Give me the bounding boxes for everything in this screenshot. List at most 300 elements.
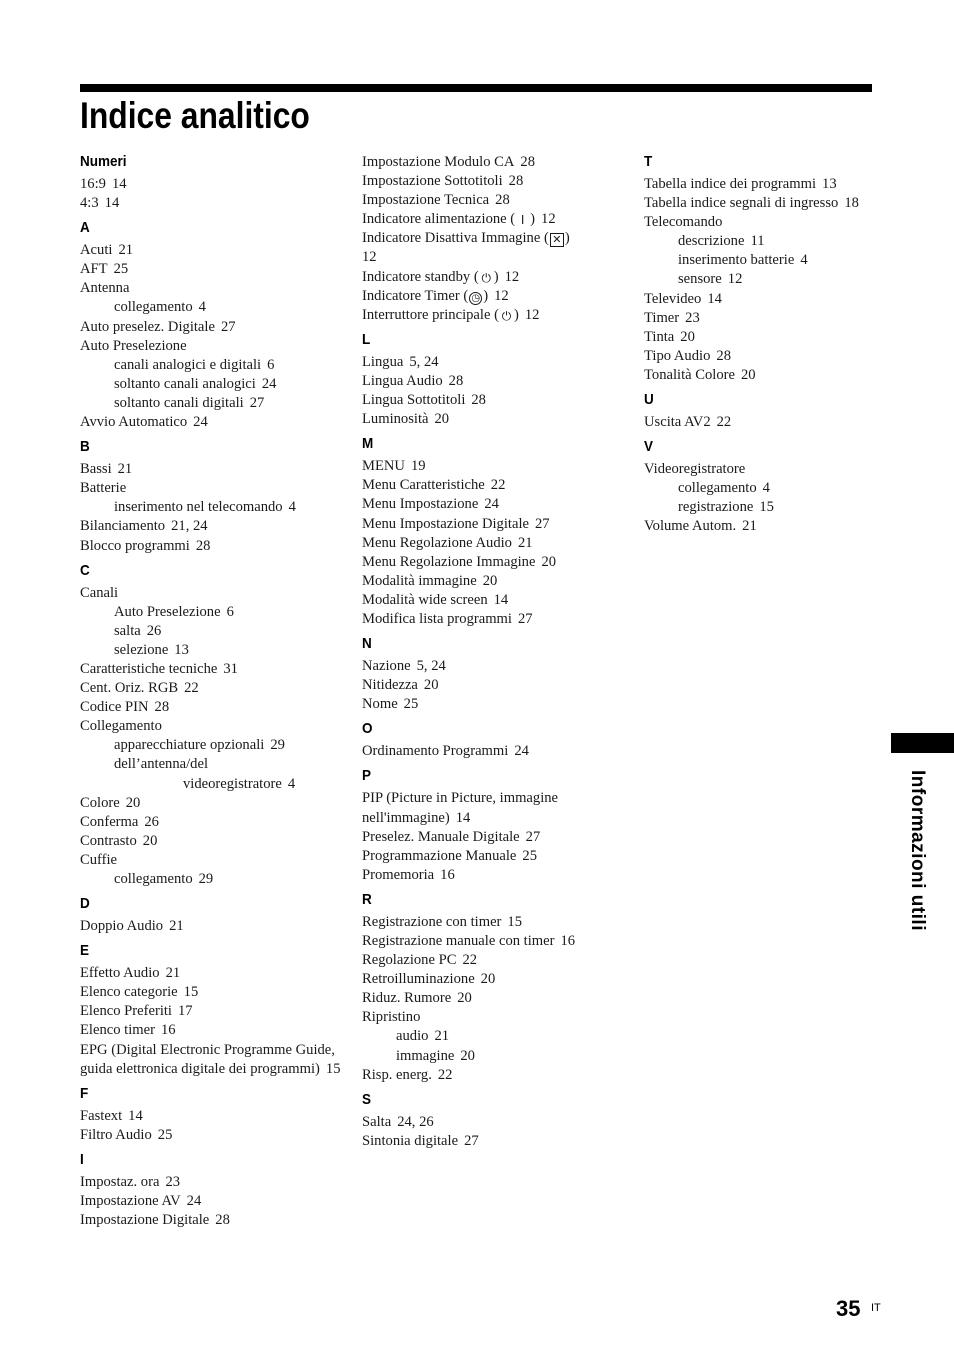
page-reference: 24	[186, 1193, 202, 1210]
page-reference: 12	[504, 268, 520, 285]
page-reference: 20	[434, 411, 450, 428]
page-reference: 27	[534, 515, 550, 532]
page-reference: 20	[680, 328, 695, 345]
index-term: Indicatore alimentazione (	[362, 211, 516, 228]
index-term: Telecomando	[644, 214, 723, 231]
page-reference: 14	[104, 195, 120, 212]
index-term: Interruttore principale (	[362, 306, 499, 323]
index-term: Auto Preselezione	[114, 603, 221, 620]
index-entry	[362, 476, 624, 495]
index-subentry	[80, 755, 342, 774]
index-term: Registrazione con timer	[362, 913, 502, 930]
index-term: Riduz. Rumore	[362, 990, 452, 1007]
index-entry	[362, 410, 624, 429]
index-term: Indicatore Timer (	[362, 287, 469, 304]
page-reference: 14	[128, 1107, 143, 1124]
page-reference: 12	[494, 287, 509, 304]
page-reference: 24, 26	[397, 1113, 434, 1130]
index-entry	[362, 229, 624, 248]
page-reference: 21	[169, 918, 184, 935]
index-letter-heading: D	[80, 895, 90, 913]
page-reference: 16	[440, 866, 455, 883]
page-reference: 15	[325, 1060, 341, 1077]
index-entry	[362, 515, 624, 534]
index-term: Doppio Audio	[80, 918, 164, 935]
index-term: Nitidezza	[362, 677, 418, 694]
index-entry	[362, 534, 624, 553]
index-entry	[644, 347, 884, 366]
index-subentry	[80, 375, 342, 394]
index-term: Lingua Audio	[362, 372, 443, 389]
index-term: Cent. Oriz. RGB	[80, 680, 179, 697]
page-reference: 5, 24	[409, 353, 439, 370]
index-section	[362, 435, 624, 629]
index-term: audio	[396, 1028, 429, 1045]
index-term: Acuti	[80, 242, 113, 259]
index-term: sensore	[678, 271, 722, 288]
index-term: descrizione	[678, 233, 745, 250]
index-entry	[362, 191, 624, 210]
page-reference: 26	[146, 622, 162, 639]
index-term: Indicatore standby (	[362, 268, 479, 285]
index-term: Programmazione Manuale	[362, 847, 517, 864]
index-term: Impostazione Modulo CA	[362, 154, 515, 170]
index-section	[644, 153, 884, 385]
index-entry	[362, 553, 624, 572]
index-entry	[80, 517, 342, 536]
page-reference: 22	[184, 680, 199, 697]
index-entry	[80, 832, 342, 851]
index-entry	[362, 372, 624, 391]
index-term: Conferma	[80, 813, 139, 830]
index-term: apparecchiature opzionali	[114, 737, 265, 754]
page-reference: 21	[742, 518, 757, 535]
index-term: registrazione	[678, 499, 754, 516]
index-entry	[362, 989, 624, 1008]
index-entry	[362, 1066, 624, 1085]
index-entry	[362, 789, 624, 827]
page-reference: 13	[174, 641, 189, 658]
index-letter-heading: B	[80, 438, 90, 456]
page-reference: 26	[144, 813, 159, 830]
page-reference: 13	[822, 176, 837, 192]
index-term: selezione	[114, 641, 169, 658]
page-reference: 20	[457, 990, 472, 1007]
index-letter-heading: M	[362, 435, 374, 453]
index-section	[362, 331, 624, 429]
index-term: Bilanciamento	[80, 518, 166, 535]
index-entry	[362, 866, 624, 885]
index-entry	[362, 847, 624, 866]
index-subentry	[362, 1047, 624, 1066]
index-subentry	[644, 498, 884, 517]
index-entry	[80, 537, 342, 556]
index-term: Risp. energ.	[362, 1066, 432, 1083]
page-reference: 16	[160, 1022, 176, 1039]
index-entry	[362, 610, 624, 629]
index-letter-heading: O	[362, 720, 373, 738]
page-reference: 27	[464, 1132, 479, 1149]
page-reference: 25	[113, 261, 129, 278]
index-term: videoregistratore	[183, 775, 282, 792]
index-term: Caratteristiche tecniche	[80, 660, 218, 677]
page-reference: 25	[522, 847, 537, 864]
index-section	[80, 153, 342, 213]
page-reference: 29	[270, 737, 285, 754]
index-term: soltanto canali analogici	[114, 375, 256, 392]
page-reference: 4	[288, 499, 296, 516]
index-term: Salta	[362, 1113, 392, 1130]
index-letter-heading: A	[80, 219, 90, 237]
index-letter-heading: R	[362, 890, 372, 908]
index-column-3	[644, 153, 884, 537]
page-reference: 28	[716, 347, 731, 364]
index-term: Ripristino	[362, 1009, 421, 1026]
index-entry	[80, 260, 342, 279]
page-reference: 19	[410, 458, 426, 475]
index-entry	[362, 970, 624, 989]
index-entry	[80, 460, 342, 479]
page-reference: 28	[154, 699, 170, 716]
index-entry	[80, 1173, 342, 1192]
page-reference: 28	[520, 154, 536, 170]
page-reference: 14	[455, 809, 471, 826]
page-reference: 27	[517, 610, 533, 627]
index-term: Blocco programmi	[80, 537, 190, 554]
index-letter-heading: E	[80, 942, 90, 960]
page-reference: 23	[685, 309, 700, 326]
index-letter-heading: S	[362, 1090, 372, 1108]
index-term: Televideo	[644, 290, 702, 307]
index-entry	[80, 717, 342, 736]
index-entry	[362, 1113, 624, 1132]
index-term: EPG (Digital Electronic Programme Guide, guida elettronica digitale dei programmi)	[80, 1041, 335, 1077]
index-entry	[80, 679, 342, 698]
index-column-2	[362, 153, 624, 1151]
page-reference: 24	[193, 414, 208, 431]
index-entry	[80, 813, 342, 832]
index-entry	[644, 328, 884, 347]
page-reference: 21, 24	[171, 518, 208, 535]
index-term: dell’antenna/del	[114, 756, 209, 773]
indicator-symbol-icon: ◷	[469, 292, 482, 305]
index-letter-heading: P	[362, 767, 372, 785]
page-reference: 29	[198, 871, 214, 887]
index-subentry	[80, 622, 342, 641]
page-reference: 21	[434, 1028, 450, 1045]
index-entry	[362, 153, 624, 172]
page-reference: 24	[261, 375, 277, 392]
index-term: Batterie	[80, 480, 127, 497]
index-term: Impostaz. ora	[80, 1173, 160, 1190]
index-term: collegamento	[678, 480, 757, 497]
index-entry	[644, 175, 884, 194]
page-reference: 4	[800, 252, 808, 269]
page-reference: 28	[508, 173, 524, 190]
page-reference: 28	[215, 1212, 230, 1229]
index-letter-heading: V	[644, 438, 654, 456]
index-entry	[80, 318, 342, 337]
index-term: Tabella indice segnali di ingresso	[644, 195, 839, 212]
index-term-suffix: )	[493, 268, 499, 285]
index-term: Elenco Preferiti	[80, 1003, 172, 1020]
index-term: Promemoria	[362, 866, 435, 883]
index-section	[80, 438, 342, 555]
index-entry	[80, 917, 342, 936]
index-section	[644, 438, 884, 536]
index-entry	[80, 1107, 342, 1126]
page-reference: 20	[482, 572, 498, 589]
indicator-symbol-icon: ⏻	[481, 270, 491, 285]
index-term: Nazione	[362, 658, 411, 675]
page-reference: 21	[517, 534, 533, 551]
index-term: Modifica lista programmi	[362, 610, 512, 627]
index-subentry	[362, 1027, 624, 1046]
page-reference: 24	[514, 743, 529, 760]
page-reference: 20	[423, 677, 439, 694]
index-term: Contrasto	[80, 832, 137, 849]
index-term: Canali	[80, 584, 119, 601]
index-subentry	[644, 251, 884, 270]
index-section	[362, 153, 624, 325]
index-letter-heading: Numeri	[80, 153, 127, 170]
index-subentry	[80, 870, 342, 889]
index-term: Avvio Automatico	[80, 414, 188, 431]
index-term: collegamento	[114, 871, 193, 887]
page-reference: 27	[249, 394, 265, 411]
index-term: inserimento batterie	[678, 252, 795, 269]
page-reference: 5, 24	[416, 658, 446, 675]
index-entry	[362, 495, 624, 514]
index-entry	[80, 1126, 342, 1145]
page-reference: 6	[267, 356, 275, 373]
index-term: canali analogici e digitali	[114, 356, 262, 373]
index-section	[362, 635, 624, 714]
index-term: Luminosità	[362, 411, 429, 428]
page-reference: 28	[448, 372, 464, 389]
index-entry	[80, 1041, 342, 1079]
index-entry	[644, 290, 884, 309]
index-term: Menu Impostazione	[362, 496, 479, 513]
index-term: Effetto Audio	[80, 965, 160, 982]
index-letter-heading: U	[644, 391, 654, 409]
page-reference: 20	[125, 794, 141, 811]
index-subentry	[644, 270, 884, 289]
page-reference: 20	[460, 1047, 475, 1064]
page-reference: 4	[198, 299, 206, 316]
index-letter-heading: T	[644, 153, 653, 170]
index-subentry	[644, 232, 884, 251]
index-term: Regolazione PC	[362, 952, 457, 969]
page-reference: 22	[490, 477, 506, 494]
index-term: inserimento nel telecomando	[114, 499, 283, 516]
index-term-suffix: )	[564, 230, 570, 247]
index-term: Menu Impostazione Digitale	[362, 515, 529, 532]
page-reference: 22	[462, 952, 478, 969]
index-term: collegamento	[114, 299, 193, 316]
index-term-suffix: )	[513, 306, 519, 323]
index-entry	[80, 279, 342, 298]
index-letter-heading: F	[80, 1084, 89, 1102]
page-reference: 27	[525, 828, 541, 845]
page-reference: 14	[707, 290, 722, 307]
index-term: Tinta	[644, 328, 675, 345]
index-term: Timer	[644, 309, 680, 326]
page-reference: 24	[484, 496, 499, 513]
page-reference: 20	[142, 832, 158, 849]
index-entry	[80, 660, 342, 679]
page-reference: 31	[223, 660, 238, 677]
index-section	[362, 1091, 624, 1151]
index-entry	[362, 676, 624, 695]
index-entry	[80, 1192, 342, 1211]
language-code: IT	[871, 1302, 881, 1314]
index-entry	[362, 1132, 624, 1151]
index-entry	[362, 951, 624, 970]
page-reference: 6	[226, 603, 234, 620]
index-term: Antenna	[80, 280, 130, 297]
index-letter-heading: C	[80, 561, 90, 579]
page-reference: 23	[165, 1173, 181, 1190]
index-term: PIP (Picture in Picture, immagine nell'immagine)	[362, 790, 559, 826]
page-reference: 22	[716, 414, 732, 431]
index-column-1	[80, 153, 342, 1230]
index-term: Impostazione Digitale	[80, 1212, 210, 1229]
index-entry	[362, 695, 624, 714]
index-term: 12	[362, 249, 377, 266]
indicator-symbol-icon: ✕	[550, 233, 564, 247]
index-term-suffix: )	[530, 211, 536, 228]
index-subentry	[80, 641, 342, 660]
index-term: MENU	[362, 458, 405, 475]
page-reference: 28	[495, 192, 510, 209]
page-reference: 22	[437, 1066, 453, 1083]
index-term: Impostazione Sottotitoli	[362, 173, 503, 190]
index-term: Tabella indice dei programmi	[644, 176, 817, 192]
index-term: Lingua	[362, 353, 404, 370]
index-term: Auto Preselezione	[80, 337, 187, 354]
index-term-suffix: )	[483, 287, 489, 304]
index-entry	[362, 932, 624, 951]
page-reference: 28	[471, 392, 486, 409]
index-subentry	[80, 775, 342, 794]
index-entry	[644, 309, 884, 328]
index-entry	[80, 794, 342, 813]
index-subentry	[80, 603, 342, 622]
page-reference: 15	[183, 984, 199, 1001]
page-reference: 14	[493, 591, 509, 608]
index-term: Collegamento	[80, 718, 162, 735]
page-reference: 21	[165, 965, 181, 982]
index-entry	[644, 517, 884, 536]
page-reference: 4	[287, 775, 296, 792]
index-section	[362, 720, 624, 761]
index-section	[644, 391, 884, 432]
index-term: AFT	[80, 261, 108, 278]
index-entry	[80, 479, 342, 498]
index-term: Retroilluminazione	[362, 971, 475, 988]
index-term: Impostazione AV	[80, 1193, 181, 1210]
index-subentry	[80, 498, 342, 517]
index-section	[80, 1085, 342, 1145]
index-term: Menu Caratteristiche	[362, 477, 485, 494]
index-entry	[644, 366, 884, 385]
page-reference: 21	[117, 461, 133, 478]
indicator-symbol-icon: Ⅰ	[520, 213, 525, 228]
index-entry	[362, 913, 624, 932]
index-subentry	[80, 356, 342, 375]
index-entry	[80, 1021, 342, 1040]
page-reference: 12	[541, 211, 556, 228]
index-entry	[362, 353, 624, 372]
index-letter-heading: N	[362, 635, 372, 653]
index-term: Preselez. Manuale Digitale	[362, 828, 520, 845]
section-tab-marker	[891, 733, 954, 753]
index-subentry	[80, 736, 342, 755]
index-term: Menu Regolazione Audio	[362, 534, 512, 551]
page-reference: 4	[762, 480, 770, 497]
index-term: Uscita AV2	[644, 414, 711, 431]
index-section	[362, 767, 624, 884]
index-entry	[362, 742, 624, 761]
index-term: soltanto canali digitali	[114, 394, 244, 411]
index-term: Cuffie	[80, 851, 118, 868]
index-term: Videoregistratore	[644, 461, 746, 478]
page-reference: 17	[177, 1003, 193, 1020]
index-entry	[362, 287, 624, 306]
index-term: Lingua Sottotitoli	[362, 392, 466, 409]
index-entry	[362, 268, 624, 287]
index-entry	[362, 172, 624, 191]
index-entry	[362, 572, 624, 591]
index-entry	[362, 306, 624, 325]
index-entry	[80, 584, 342, 603]
index-entry	[80, 413, 342, 432]
index-entry	[362, 210, 624, 229]
index-entry	[80, 851, 342, 870]
index-entry	[80, 194, 342, 213]
page-reference: 21	[118, 242, 134, 259]
page-reference: 28	[195, 537, 211, 554]
indicator-symbol-icon: ⏻	[501, 308, 512, 323]
index-term: Bassi	[80, 461, 112, 478]
index-term: Elenco categorie	[80, 984, 178, 1001]
index-term: Tipo Audio	[644, 347, 711, 364]
index-term: Codice PIN	[80, 699, 149, 716]
page-reference: 15	[507, 913, 522, 930]
top-rule	[80, 84, 872, 92]
index-term: Indicatore Disattiva Immagine (	[362, 230, 549, 247]
index-term: Fastext	[80, 1107, 123, 1124]
index-entry	[362, 828, 624, 847]
page-reference: 25	[403, 696, 419, 713]
page-number: 35	[836, 1296, 861, 1321]
index-term: Menu Regolazione Immagine	[362, 553, 536, 570]
index-letter-heading: I	[80, 1150, 84, 1168]
index-entry	[80, 698, 342, 717]
index-entry	[644, 460, 884, 479]
index-entry	[362, 248, 624, 267]
index-term: 4:3	[80, 195, 99, 212]
index-entry	[362, 591, 624, 610]
index-term: Elenco timer	[80, 1022, 155, 1039]
index-term: Colore	[80, 794, 120, 811]
page-reference: 20	[740, 366, 756, 383]
index-term: Modalità wide screen	[362, 591, 488, 608]
index-entry	[362, 391, 624, 410]
index-term: immagine	[396, 1047, 455, 1064]
index-term: salta	[114, 622, 141, 639]
